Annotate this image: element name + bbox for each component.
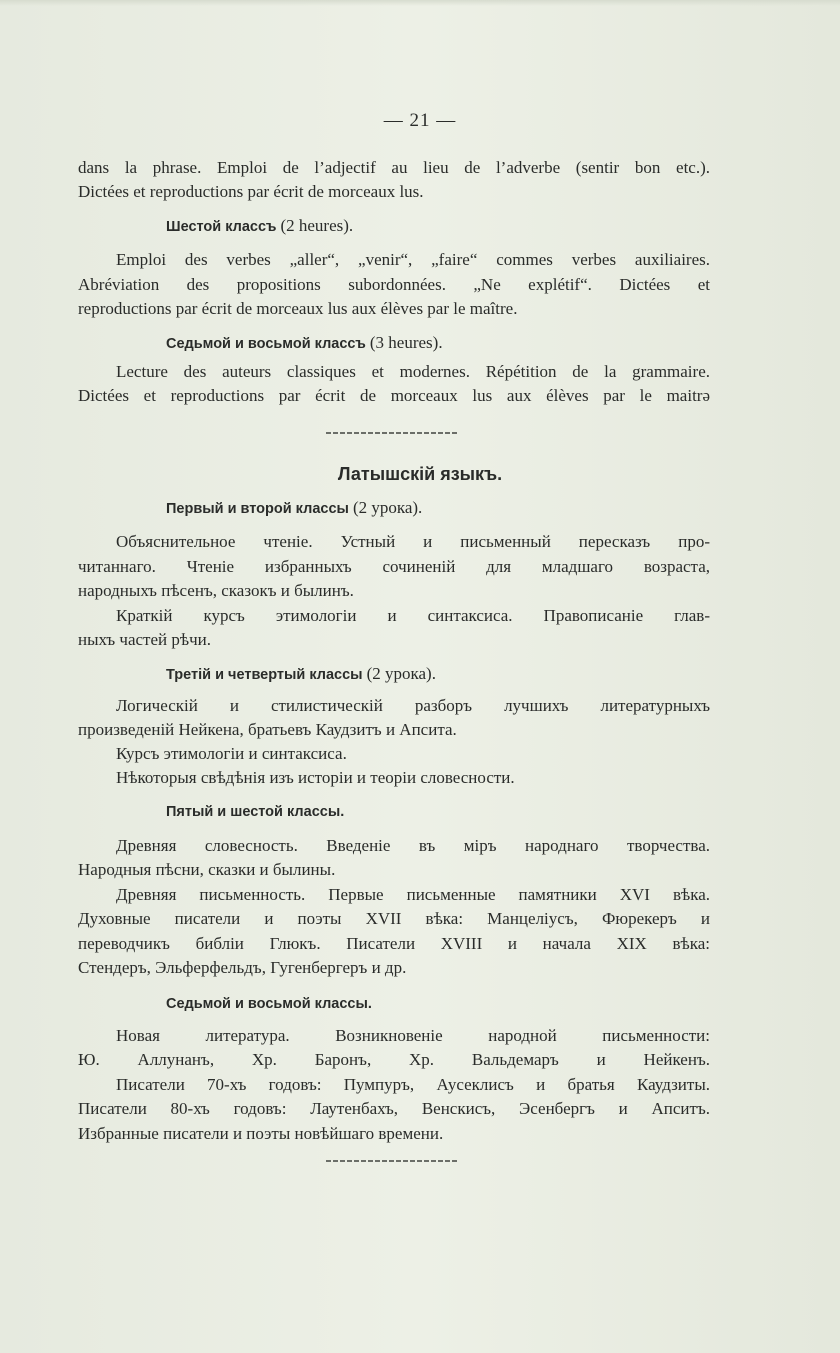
paragraph-line: Духовные писатели и поэты XVII вѣка: Манцеліусъ, Фюрекеръ и bbox=[78, 909, 710, 928]
heading-hours: (3 heures). bbox=[369, 333, 443, 352]
ornament-divider bbox=[326, 432, 458, 434]
paragraph-line: Логическій и стилистическій разборъ лучшихъ литературныхъ bbox=[116, 696, 710, 715]
paragraph-line: Dictées et reproductions par écrit de morceaux lus. bbox=[78, 182, 424, 201]
section-heading-5-6-class: Пятый и шестой классы. bbox=[166, 804, 345, 820]
paragraph-line: Избранные писатели и поэты новѣйшаго времени. bbox=[78, 1124, 444, 1143]
paragraph-line: reproductions par écrit de morceaux lus aux élèves par le maître. bbox=[78, 299, 518, 318]
paragraph-line: Древняя словесность. Введеніе въ міръ народнаго творчества. bbox=[116, 836, 710, 855]
paragraph-line: переводчикъ библіи Глюкъ. Писатели XVIII и начала XIX вѣка: bbox=[78, 934, 710, 953]
paragraph-line: Нѣкоторыя свѣдѣнія изъ исторіи и теоріи словесности. bbox=[116, 768, 515, 787]
paragraph-line: Emploi des verbes „aller“, „venir“, „faire“ commes verbes auxiliaires. bbox=[116, 250, 710, 269]
heading-title: Третій и четвертый классы bbox=[166, 667, 363, 683]
section-heading-6th-class bbox=[166, 214, 353, 239]
heading-title: Первый и второй классы bbox=[166, 501, 349, 517]
heading-title: Седьмой и восьмой классъ bbox=[166, 336, 366, 352]
section-title-latvian: Латышскій языкъ. bbox=[337, 464, 503, 484]
paragraph-line: Ю. Аллунанъ, Хр. Баронъ, Хр. Вальдемаръ и Нейкенъ. bbox=[78, 1050, 710, 1069]
section-heading-3-4-class bbox=[166, 662, 436, 687]
heading-title: Шестой классъ bbox=[166, 219, 277, 235]
section-heading-7-8-classes: Седьмой и восьмой классы. bbox=[166, 996, 372, 1012]
paragraph-line: dans la phrase. Emploi de l’adjectif au lieu de l’adverbe (sentir bon etc.). bbox=[78, 158, 710, 177]
paragraph-line: Объяснительное чтеніе. Устный и письменный пересказъ про- bbox=[116, 532, 710, 551]
heading-hours: (2 урока). bbox=[352, 498, 423, 517]
paragraph-line: Dictées et reproductions par écrit de morceaux lus aux élèves par le maitrə bbox=[78, 386, 710, 405]
section-heading-1-2-class bbox=[166, 496, 422, 521]
paragraph-line: Lecture des auteurs classiques et modernes. Répétition de la grammaire. bbox=[116, 362, 710, 381]
paragraph-line: произведеній Нейкена, братьевъ Каудзитъ и Апсита. bbox=[78, 720, 457, 739]
page-number: — 21 — bbox=[383, 110, 457, 131]
heading-hours: (2 heures). bbox=[280, 216, 354, 235]
paragraph-line: Abréviation des propositions subordonnées. „Ne explétif“. Dictées et bbox=[78, 275, 710, 294]
section-heading-7-8-class bbox=[166, 331, 443, 356]
paragraph-line: Писатели 80-хъ годовъ: Лаутенбахъ, Венскисъ, Эсенбергъ и Апситъ. bbox=[78, 1099, 710, 1118]
paragraph-line: Новая литература. Возникновеніе народной письменности: bbox=[116, 1026, 710, 1045]
page-edge bbox=[0, 0, 840, 6]
paragraph-line: народныхъ пѣсенъ, сказокъ и былинъ. bbox=[78, 581, 354, 600]
paragraph-line: Стендеръ, Эльферфельдъ, Гугенбергеръ и др. bbox=[78, 958, 407, 977]
paragraph-line: Древняя письменность. Первые письменные памятники XVI вѣка. bbox=[116, 885, 710, 904]
heading-hours: (2 урока). bbox=[366, 664, 436, 683]
paragraph-line: Краткій курсъ этимологіи и синтаксиса. Правописаніе глав- bbox=[116, 606, 710, 625]
ornament-divider bbox=[326, 1160, 458, 1162]
paragraph-line: Писатели 70-хъ годовъ: Пумпуръ, Аусеклисъ и братья Каудзиты. bbox=[116, 1075, 710, 1094]
paragraph-line: читаннаго. Чтеніе избранныхъ сочиненій для младшаго возраста, bbox=[78, 557, 710, 576]
paragraph-line: ныхъ частей рѣчи. bbox=[78, 630, 212, 649]
paragraph-line: Народныя пѣсни, сказки и былины. bbox=[78, 860, 336, 879]
paragraph-line: Курсъ этимологіи и синтаксиса. bbox=[116, 744, 347, 763]
